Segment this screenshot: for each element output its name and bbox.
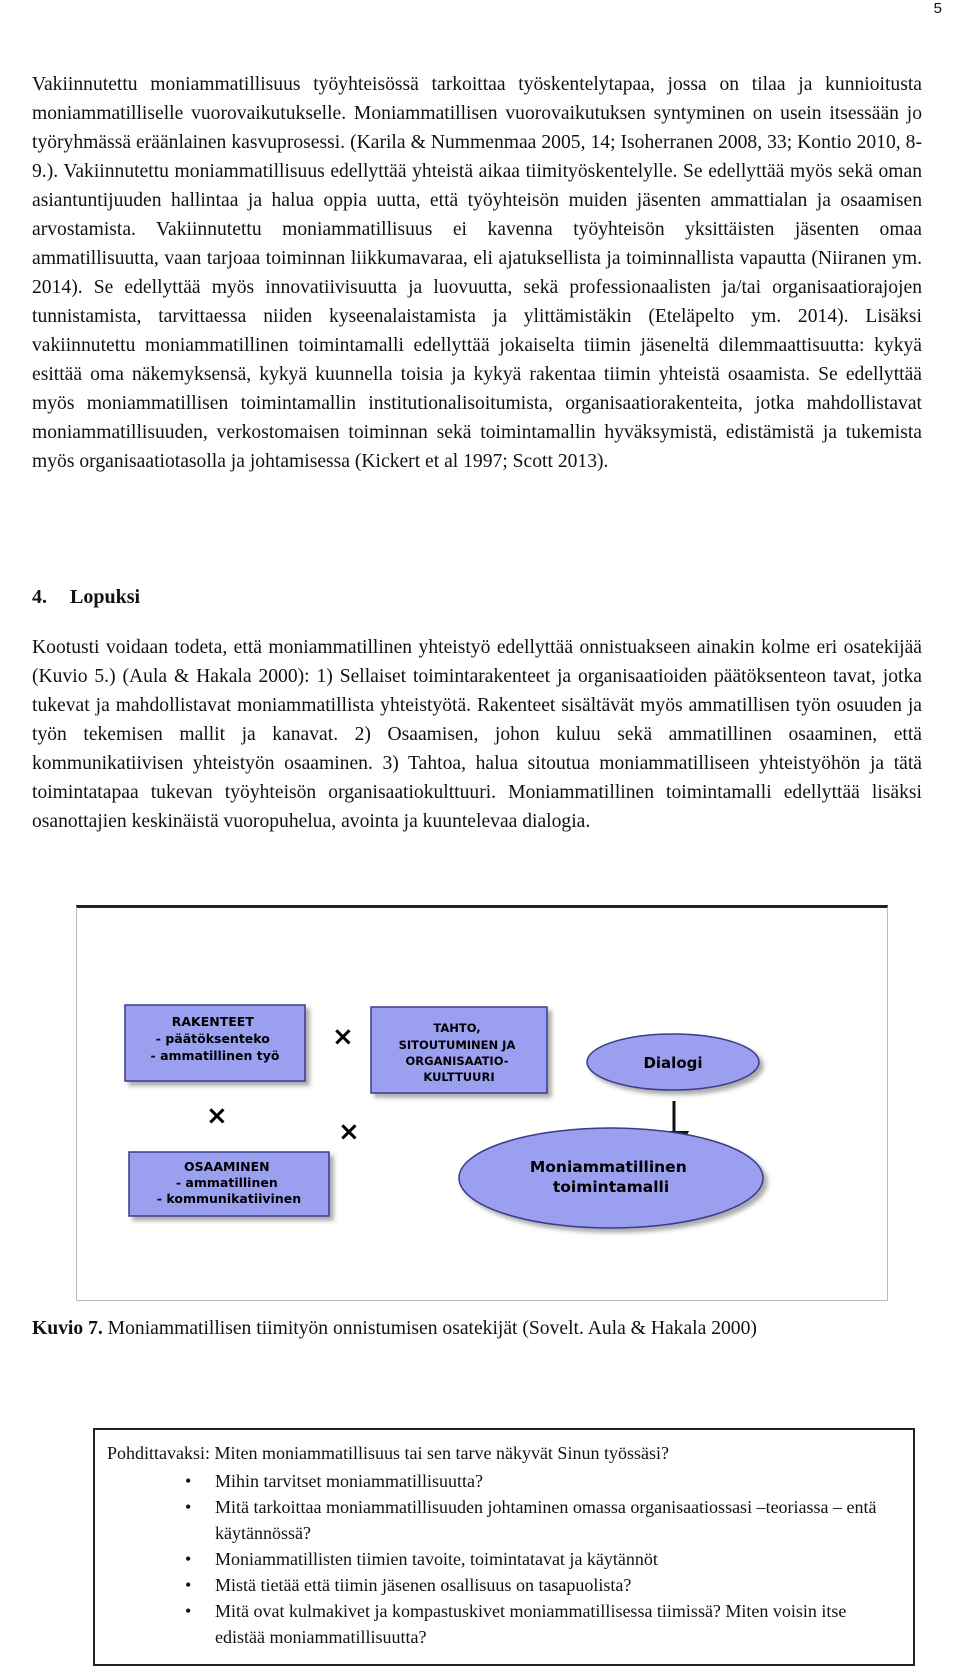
osaaminen-line-1: OSAAMINEN [184, 1159, 270, 1174]
bullet-icon: • [185, 1575, 192, 1595]
list-item-text: Mistä tietää että tiimin jäsenen osallisuus on tasapuolista? [215, 1575, 632, 1595]
reflection-intro: Pohdittavaksi: Miten moniammatillisuus tai sen tarve näkyvät Sinun työssäsi? [107, 1443, 669, 1463]
reflection-box [93, 1428, 915, 1666]
body-paragraph-1: Vakiinnutettu moniammatillisuus työyhteisössä tarkoittaa työskentelytapaa, jossa on tilaa ja kunnioitusta moniammatilliselle vuorovaikutukselle. Moniammatillisen vuorovaikutuksen syntyminen on usein itsessään jo työryhmässä eräänlainen kasvuprosessi. (Karila & Nummenmaa 2005, 14; Isoherranen 2008, 33; Kontio 2010, 8-9.). Vakiinnutettu moniammatillisuus edellyttää yhteistä aikaa tiimityöskentelylle. Se edellyttää myös sekä oman asiantuntijuuden hallintaa ja halua oppia uutta, että työyhteisön muiden jäsenten ammattialan ja osaamisen arvostamista. Vakiinnutettu moniammatillisuus ei kavenna työyhteisön yksittäisten jäsenten omaa ammatillisuutta, vaan tarjoaa toiminnan liikkumavaraa, eli ajatuksellista ja toiminnallista vapautta (Niiranen ym. 2014). Se edellyttää myös innovatiivisuutta ja luovuutta, sekä professionaalisten ja/tai organisaatiorajojen tunnistamista, tarvittaessa niiden kyseenalaistamista ja ylittämistäkin (Eteläpelto ym. 2014). Lisäksi vakiinnutettu moniammatillinen toimintamalli edellyttää jokaiselta tiimin jäseneltä dilemmaattisuutta: kykyä esittää oma näkemyksensä, kykyä kuunnella toisia ja kykyä rakentaa tiimin yhteistä osaamista. Se edellyttää myös moniammatillisen toimintamallin institutionalisoitumista, organisaatiorakenteita, jotka mahdollistavat moniammatillisuuden, verkostomaisen toiminnan sekä toimintamallin hyväksymistä, edistämistä ja tukemista myös organisaatiotasolla ja johtamisessa (Kickert et al 1997; Scott 2013). [32, 74, 922, 472]
tahto-box [371, 1007, 547, 1093]
tahto-line-2: SITOUTUMINEN JA [398, 1038, 516, 1052]
list-item-text: Moniammatillisten tiimien tavoite, toimintatavat ja käytännöt [215, 1549, 658, 1569]
list-item [107, 1494, 899, 1546]
figure-frame [76, 905, 888, 1301]
section-heading [32, 586, 140, 609]
list-item-text: Mitä tarkoittaa moniammatillisuuden johtaminen omassa organisaatiossasi –teoriassa – entä käytännössä? [215, 1497, 877, 1543]
bullet-icon: • [185, 1471, 192, 1491]
body-paragraph-2: Kootusti voidaan todeta, että moniammatillinen yhteistyö edellyttää onnistuakseen ainakin kolme eri osatekijää (Kuvio 5.) (Aula & Hakala 2000): 1) Sellaiset toimintarakenteet ja organisaatioiden päätöksenteon tavat, jotka tukevat ja mahdollistavat moniammatillista yhteistyötä. Rakenteet sisältävät myös ammatillisen työn osuuden ja työn tekemisen mallit ja kanavat. 2) Osaamisen, johon kuluu sekä ammatillinen osaaminen, että kommunikatiivisen yhteistyön osaaminen. 3) Tahtoa, halua sitoutua moniammatilliseen yhteistyöhön ja tätä toimintatapaa tukevan työyhteisön organisaatiokulttuuri. Moniammatillinen toimintamalli edellyttää lisäksi osanottajien keskinäistä vuoropuhelua, avointa ja kuuntelevaa dialogia. [32, 637, 922, 832]
caption-label: Kuvio 7. [32, 1318, 103, 1339]
osaaminen-box [129, 1152, 329, 1216]
dialogi-label: Dialogi [643, 1054, 703, 1072]
times-icon: × [332, 1022, 354, 1052]
toimintamalli-line-1: Moniammatillinen [529, 1158, 687, 1176]
bullet-icon: • [185, 1549, 192, 1569]
figure-caption [32, 1318, 757, 1340]
bullet-icon: • [185, 1601, 192, 1621]
list-item-text: Mihin tarvitset moniammatillisuutta? [215, 1471, 483, 1491]
list-item [107, 1468, 899, 1494]
rakenteet-box [125, 1005, 305, 1081]
section-title: Lopuksi [70, 586, 141, 608]
rakenteet-line-2: - päätöksenteko [155, 1031, 270, 1046]
osaaminen-line-2: - ammatillinen [175, 1175, 278, 1190]
list-item [107, 1546, 899, 1572]
toimintamalli-ellipse [459, 1128, 763, 1228]
bullet-icon: • [185, 1497, 192, 1517]
caption-text: Moniammatillisen tiimityön onnistumisen osatekijät (Sovelt. Aula & Hakala 2000) [102, 1318, 757, 1339]
tahto-line-1: TAHTO, [433, 1021, 481, 1035]
reflection-list [107, 1468, 899, 1650]
section-number: 4. [32, 586, 47, 608]
list-item-text: Mitä ovat kulmakivet ja kompastuskivet moniammatillisessa tiimissä? Miten voisin itse edistää moniammatillisuutta? [215, 1601, 847, 1647]
list-item [107, 1598, 899, 1650]
list-item [107, 1572, 899, 1598]
toimintamalli-line-2: toimintamalli [552, 1178, 670, 1196]
dialogi-ellipse [587, 1034, 759, 1090]
tahto-line-4: KULTTUURI [423, 1070, 495, 1084]
page-number: 5 [933, 0, 942, 17]
times-icon: × [338, 1117, 360, 1147]
times-icon: × [206, 1101, 228, 1131]
tahto-line-3: ORGANISAATIO- [405, 1054, 509, 1068]
rakenteet-line-1: RAKENTEET [171, 1014, 254, 1029]
rakenteet-line-3: - ammatillinen työ [150, 1048, 280, 1063]
figure-diagram [77, 908, 887, 1300]
osaaminen-line-3: - kommunikatiivinen [156, 1191, 302, 1206]
